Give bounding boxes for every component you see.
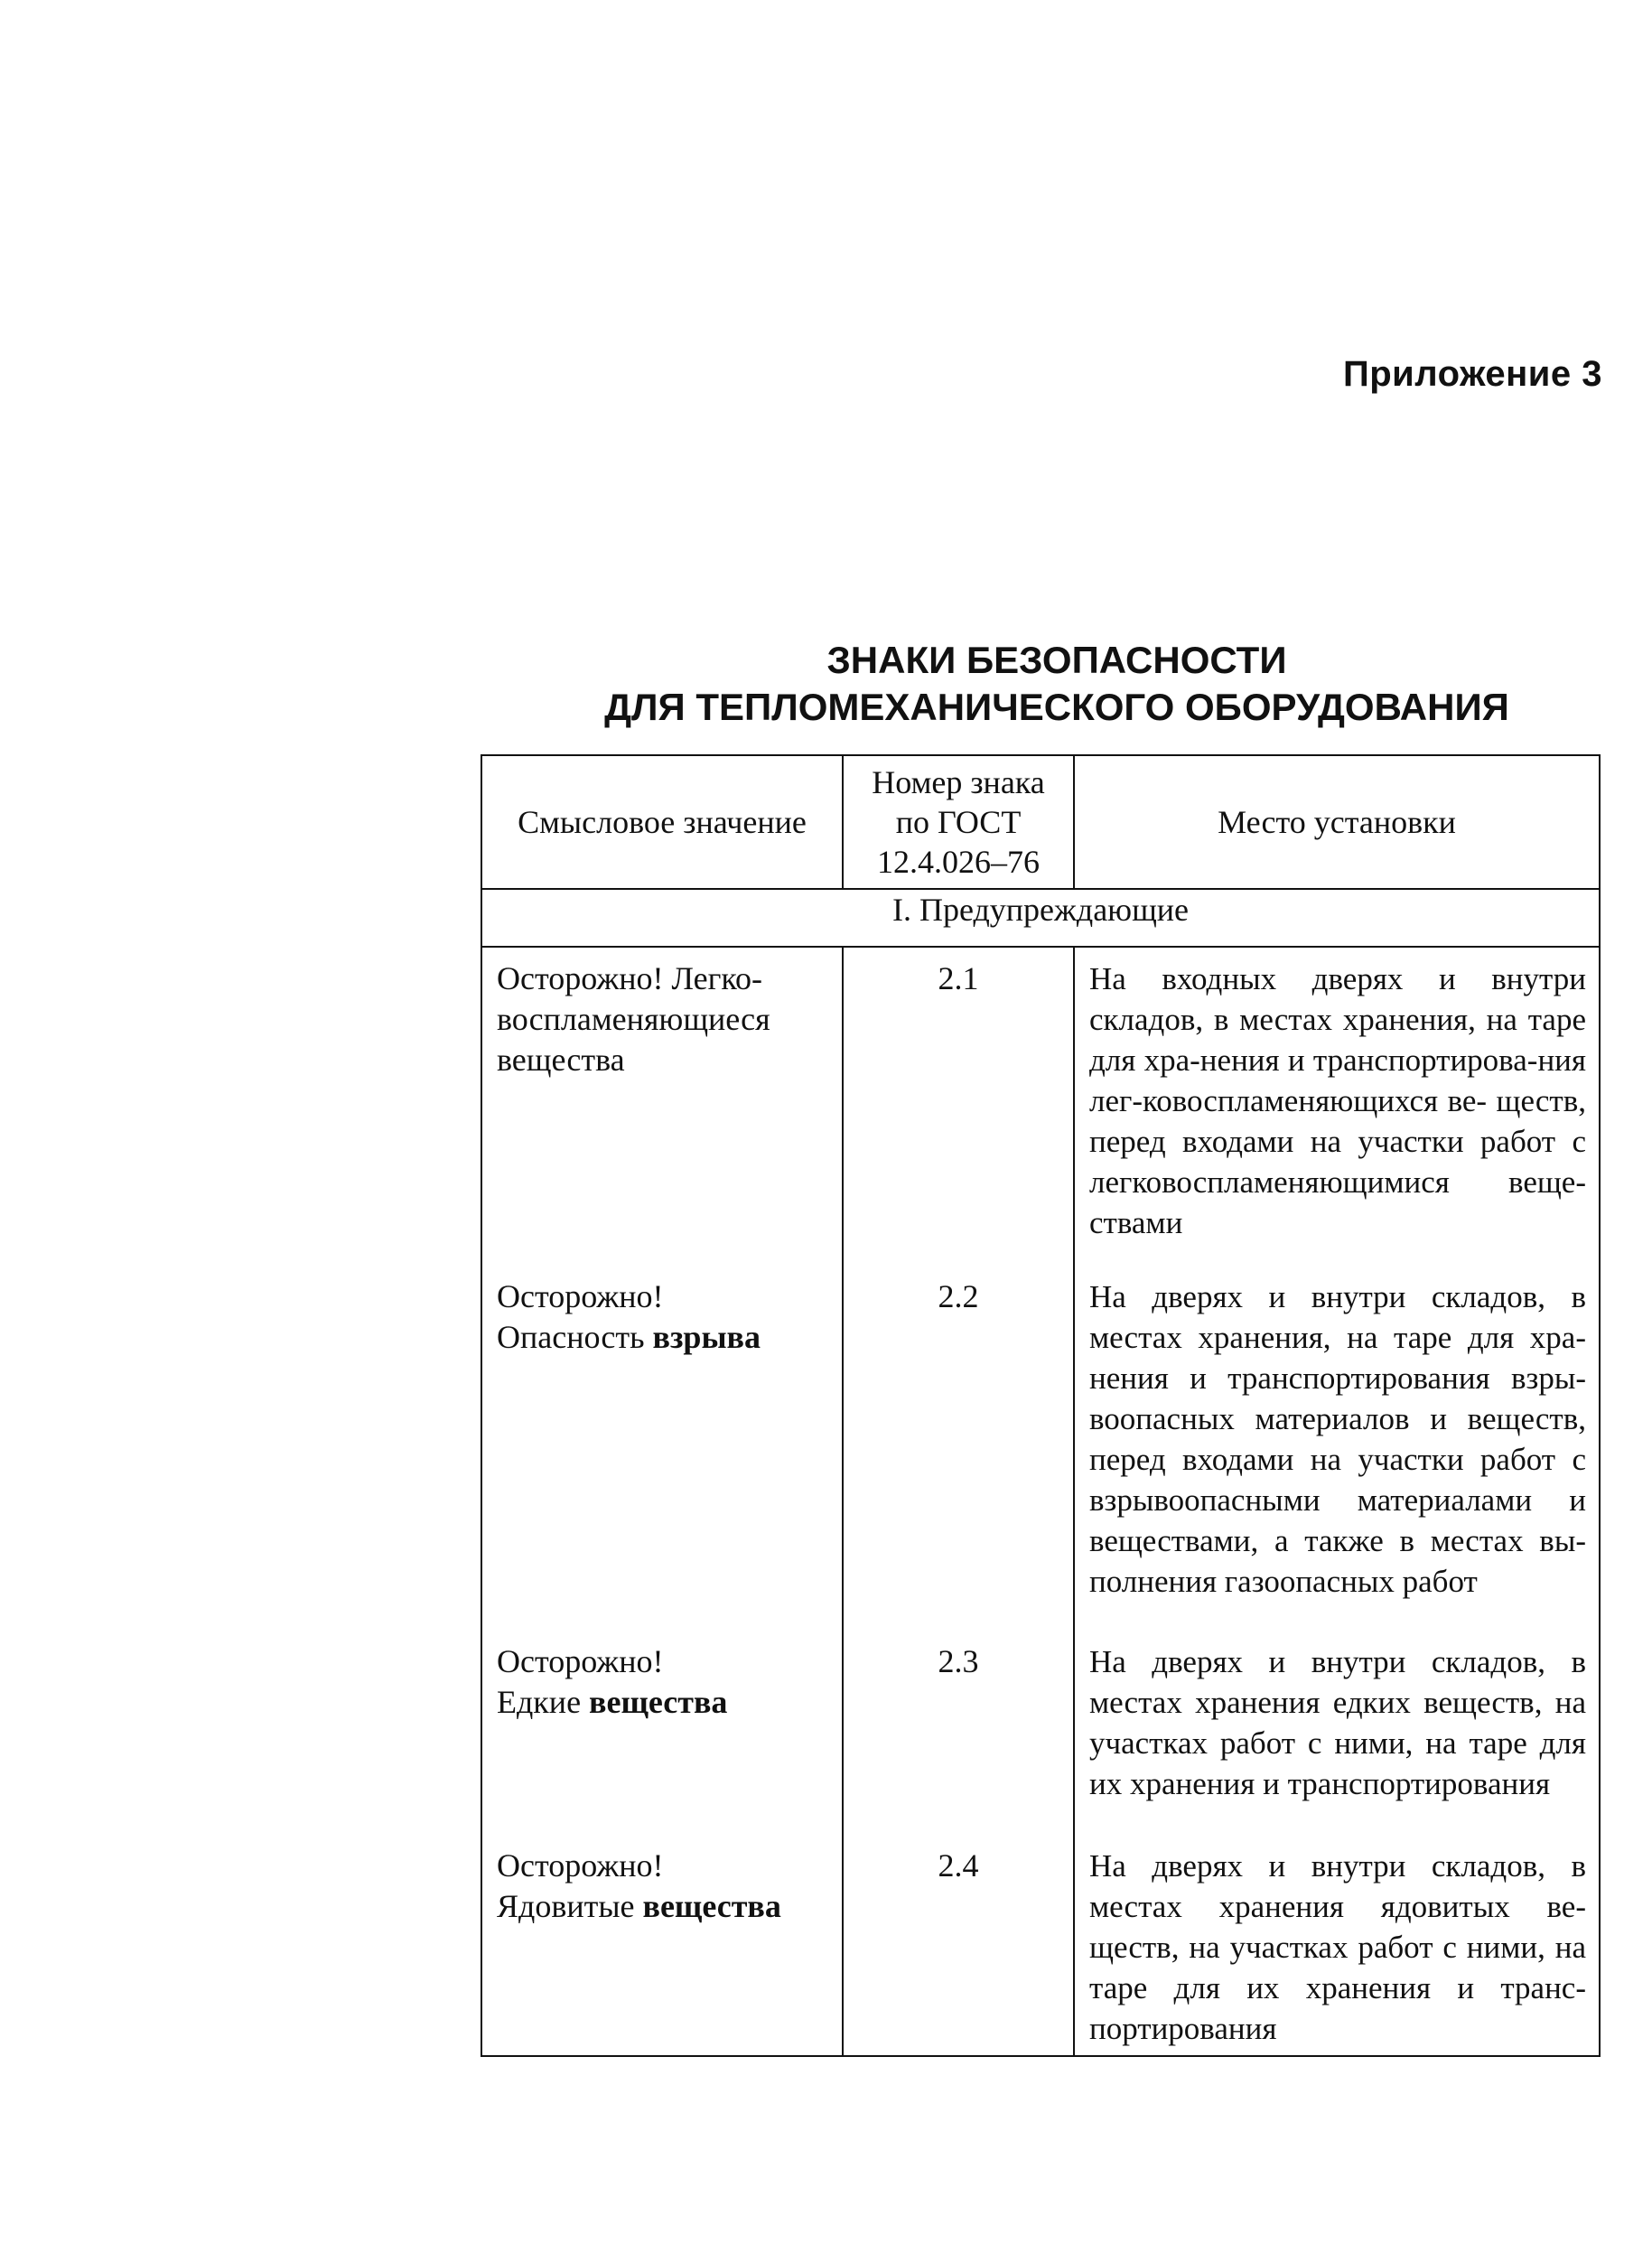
meaning-cell [481,1835,843,2056]
meaning-line: Осторожно! [497,1847,664,1884]
meaning-emphasis: вещества [589,1684,728,1720]
header-sign-number [843,755,1074,889]
header-number-line-2: по ГОСТ [895,804,1022,840]
meaning-line: Осторожно! [497,1643,664,1679]
install-place-cell: На входных дверях и внутри складов, в местах хранения, на таре для хра-нения и транспортирова-ния лег-ковоспламеняющихся ве- ществ, перед входами на участки работ с легковоспламеняющимися веще-ствами [1074,947,1600,1266]
title-line-1: ЗНАКИ БЕЗОПАСНОСТИ [826,639,1287,681]
meaning-cell [481,1631,843,1835]
sign-number-cell: 2.2 [843,1266,1074,1631]
appendix-label: Приложение 3 [1343,354,1602,394]
page-title [479,637,1635,731]
sign-number-cell: 2.1 [843,947,1074,1266]
table-row [481,1266,1600,1631]
install-place-cell: На дверях и внутри складов, в местах хранения, на таре для хра-нения и транспортирования взры-воопасных материалов и веществ, перед входами на участки работ с взрывоопасными материалами и веществами, а также в местах вы-полнения газоопасных работ [1074,1266,1600,1631]
header-meaning: Смысловое значение [481,755,843,889]
header-number-line-1: Номер знака [872,764,1045,800]
meaning-cell [481,1266,843,1631]
meaning-line: Осторожно! [497,1278,664,1314]
table-row [481,1835,1600,2056]
install-place-cell: На дверях и внутри складов, в местах хранения ядовитых ве-ществ, на участках работ с ними, на таре для их хранения и транс-портирования [1074,1835,1600,2056]
meaning-emphasis: вещества [642,1888,781,1924]
meaning-cell [481,947,843,1266]
meaning-line: Едкие [497,1684,590,1720]
section-row [481,889,1600,947]
meaning-emphasis: взрыва [652,1319,761,1355]
table-row [481,1631,1600,1835]
safety-signs-table [481,754,1601,2057]
meaning-line: Опасность [497,1319,653,1355]
section-warning: I. Предупреждающие [481,889,1600,947]
meaning-line: Осторожно! Легко- [497,960,763,996]
install-place-cell: На дверях и внутри складов, в местах хранения едких веществ, на участках работ с ними, на таре для их хранения и транспортирования [1074,1631,1600,1835]
table-row [481,947,1600,1266]
table-header-row [481,755,1600,889]
sign-number-cell: 2.4 [843,1835,1074,2056]
meaning-line: воспламеняющиеся [497,1001,770,1037]
title-line-2: ДЛЯ ТЕПЛОМЕХАНИЧЕСКОГО ОБОРУДОВАНИЯ [604,686,1509,728]
sign-number-cell: 2.3 [843,1631,1074,1835]
header-install-place: Место установки [1074,755,1600,889]
meaning-line: вещества [497,1042,625,1078]
header-number-line-3: 12.4.026–76 [877,844,1040,880]
meaning-line: Ядовитые [497,1888,643,1924]
